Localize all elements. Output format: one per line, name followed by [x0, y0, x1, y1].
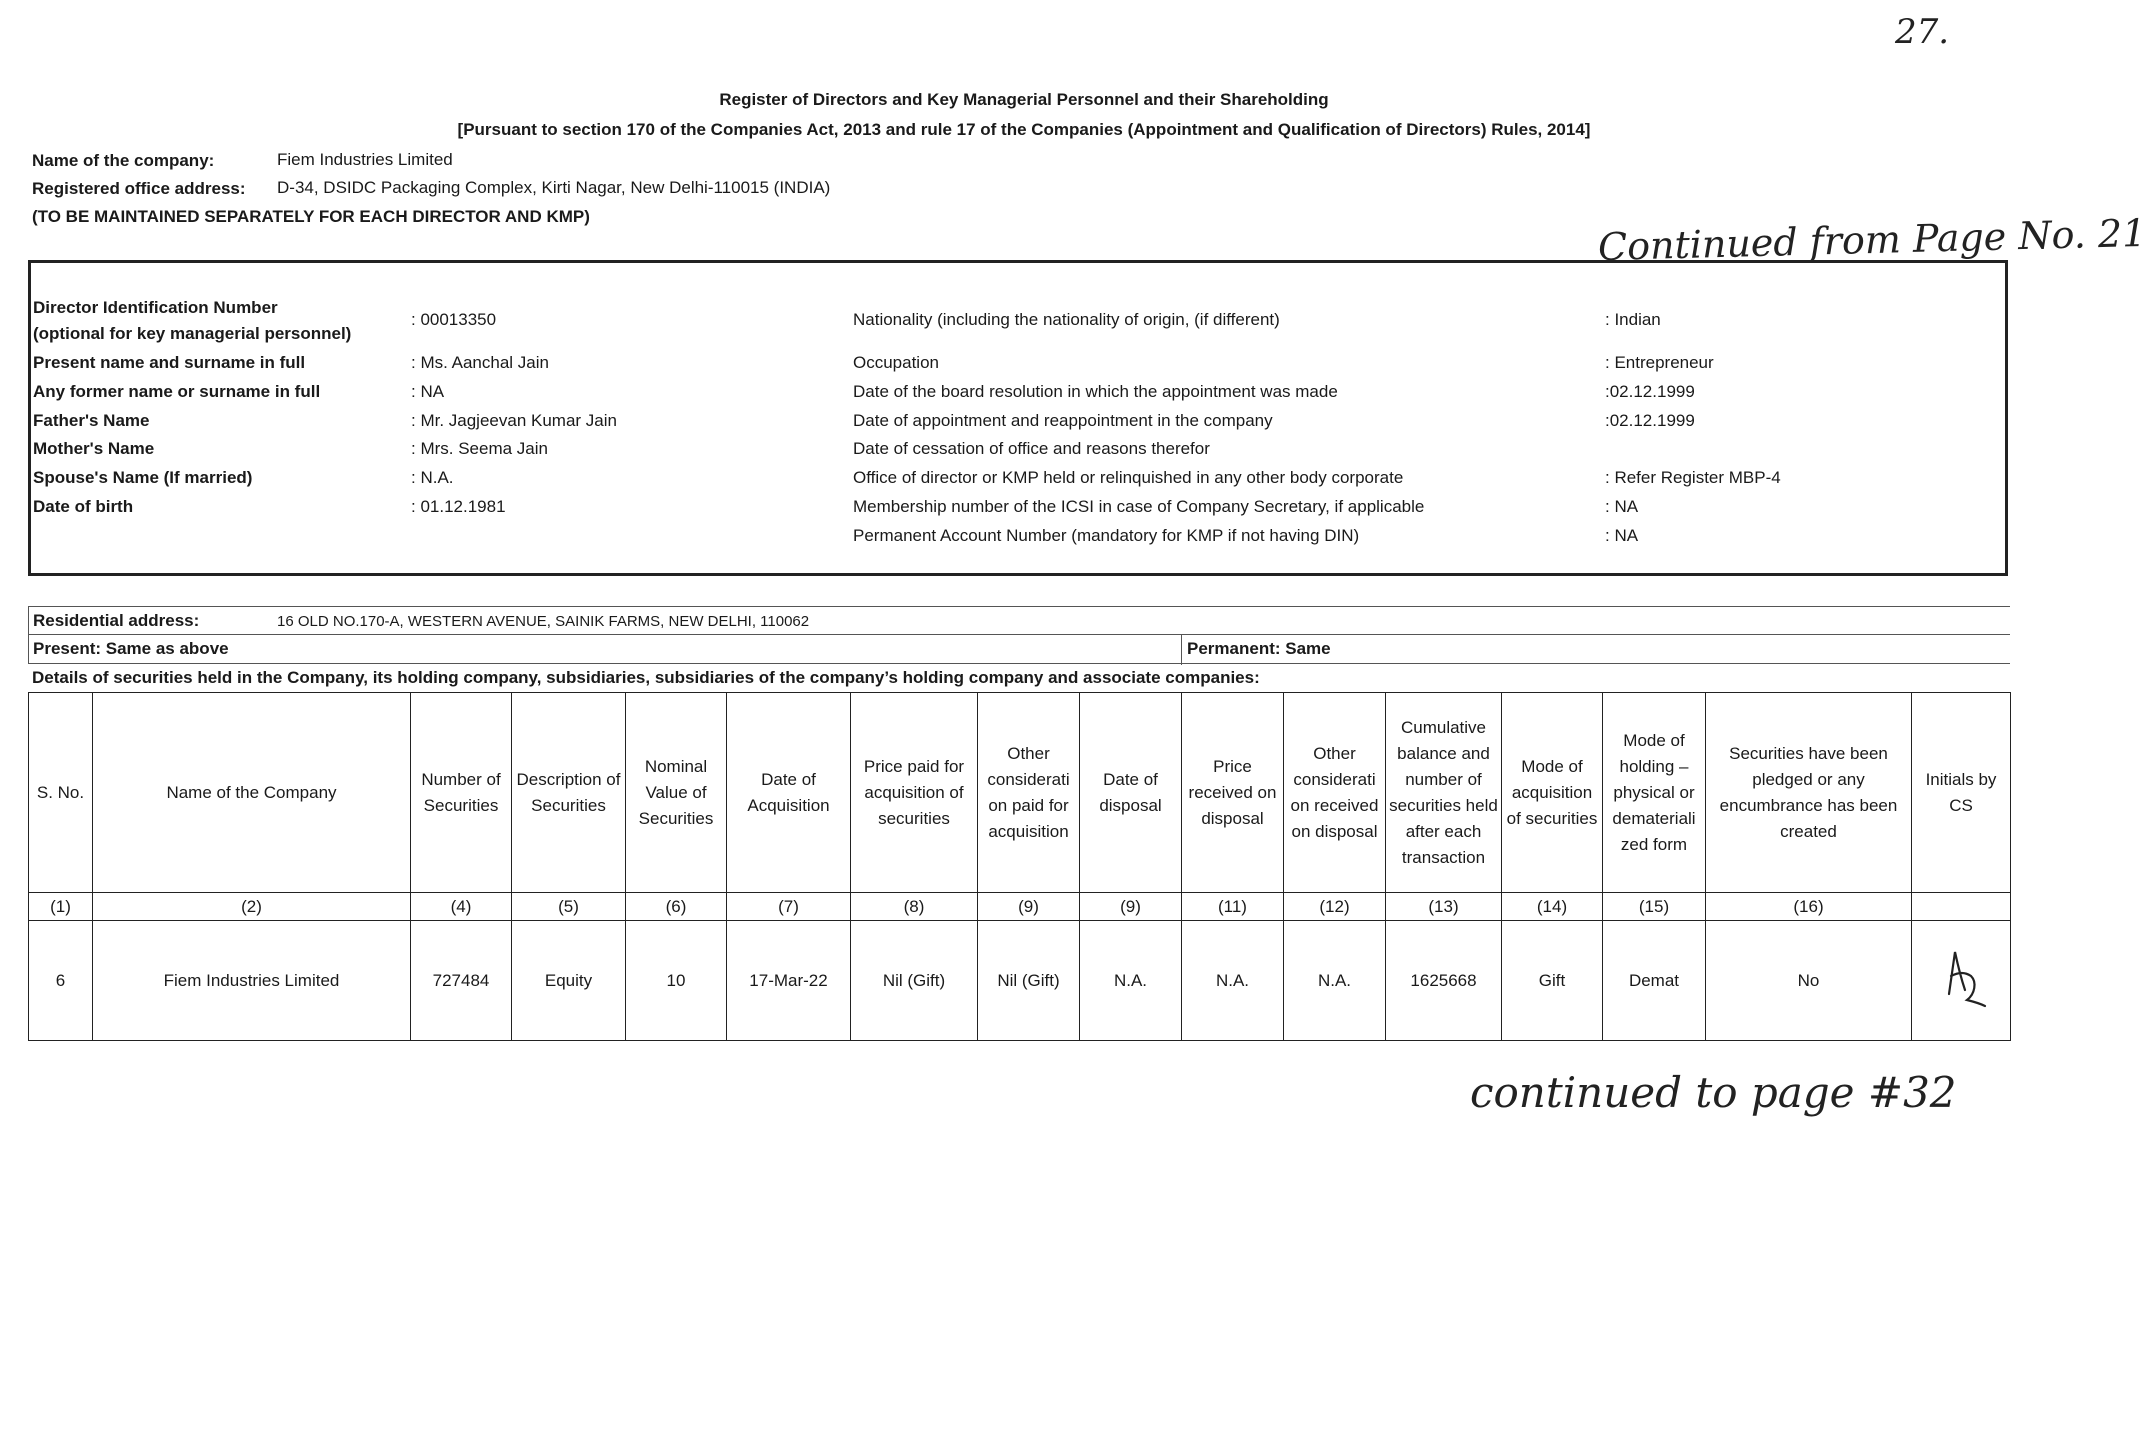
col-header: Number of Securities [411, 693, 512, 893]
occupation-label: Occupation [853, 353, 939, 372]
mother-name-label: Mother's Name [33, 439, 155, 458]
icsi-value: : NA [1605, 497, 1639, 516]
permanent-address: Permanent: Same [1187, 639, 1331, 658]
cs-signature-icon [1931, 942, 1991, 1012]
col-number: (1) [29, 893, 93, 921]
continued-to-note: continued to page #32 [1470, 1068, 1957, 1117]
table-cell: 10 [626, 921, 727, 1041]
table-cell: 17-Mar-22 [727, 921, 851, 1041]
col-header: Other considerati on received on disposal [1284, 693, 1386, 893]
residential-value: 16 OLD NO.170-A, WESTERN AVENUE, SAINIK FARMS, NEW DELHI, 110062 [277, 613, 810, 630]
cs-initials-cell [1912, 921, 2011, 1041]
col-header: Initials by CS [1912, 693, 2011, 893]
col-header: S. No. [29, 693, 93, 893]
register-title: Register of Directors and Key Managerial Personnel and their Shareholding [719, 90, 1329, 109]
col-number: (16) [1706, 893, 1912, 921]
col-number: (8) [851, 893, 978, 921]
table-cell: Demat [1603, 921, 1706, 1041]
table-cell: N.A. [1284, 921, 1386, 1041]
col-number: (9) [1080, 893, 1182, 921]
page-number-mark: 27. [1895, 12, 1950, 52]
table-cell: Fiem Industries Limited [93, 921, 411, 1041]
present-name-value: : Ms. Aanchal Jain [411, 353, 549, 372]
col-number: (4) [411, 893, 512, 921]
pan-value: : NA [1605, 526, 1639, 545]
table-cell: Nil (Gift) [851, 921, 978, 1041]
col-number [1912, 893, 2011, 921]
director-details-box [28, 260, 2008, 576]
other-office-label: Office of director or KMP held or relinquished in any other body corporate [853, 468, 1404, 487]
spouse-name-label: Spouse's Name (If married) [33, 468, 253, 487]
table-cell: 6 [29, 921, 93, 1041]
col-number: (7) [727, 893, 851, 921]
col-header: Securities have been pledged or any encumbrance has been created [1706, 693, 1912, 893]
securities-table [28, 692, 2011, 1041]
securities-caption: Details of securities held in the Company, its holding company, subsidiaries, subsidiaries of the company’s holding company and associate companies: [32, 668, 1260, 687]
dob-value: : 01.12.1981 [411, 497, 506, 516]
nationality-value: : Indian [1605, 310, 1661, 329]
table-row [29, 921, 2011, 1041]
company-name-value: Fiem Industries Limited [277, 150, 453, 169]
col-header: Price paid for acquisition of securities [851, 693, 978, 893]
maintenance-note: (TO BE MAINTAINED SEPARATELY FOR EACH DIRECTOR AND KMP) [32, 207, 590, 226]
pan-label: Permanent Account Number (mandatory for KMP if not having DIN) [853, 526, 1360, 545]
present-address: Present: Same as above [33, 639, 229, 658]
former-name-value: : NA [411, 382, 445, 401]
col-header: Mode of holding – physical or demateriali zed form [1603, 693, 1706, 893]
col-number: (13) [1386, 893, 1502, 921]
col-header: Name of the Company [93, 693, 411, 893]
board-resolution-label: Date of the board resolution in which the appointment was made [853, 382, 1338, 401]
table-cell: 1625668 [1386, 921, 1502, 1041]
table-cell: 727484 [411, 921, 512, 1041]
cessation-label: Date of cessation of office and reasons therefor [853, 439, 1210, 458]
office-address-label: Registered office address: [32, 179, 246, 198]
col-number: (15) [1603, 893, 1706, 921]
col-header: Date of disposal [1080, 693, 1182, 893]
continued-from-note: Continued from Page No. 21 [1597, 210, 2147, 270]
dob-label: Date of birth [33, 497, 134, 516]
column-number-row [29, 893, 2011, 921]
col-header: Price received on disposal [1182, 693, 1284, 893]
col-header: Cumulative balance and number of securities held after each transaction [1386, 693, 1502, 893]
occupation-value: : Entrepreneur [1605, 353, 1714, 372]
nationality-label: Nationality (including the nationality of origin, (if different) [853, 310, 1280, 329]
table-cell: N.A. [1080, 921, 1182, 1041]
col-number: (5) [512, 893, 626, 921]
company-name-label: Name of the company: [32, 151, 215, 170]
col-header: Date of Acquisition [727, 693, 851, 893]
other-office-value: : Refer Register MBP-4 [1605, 468, 1781, 487]
col-number: (6) [626, 893, 727, 921]
permanent-divider [1181, 634, 1182, 665]
din-value: : 00013350 [411, 310, 497, 329]
col-number: (12) [1284, 893, 1386, 921]
col-header: Nominal Value of Securities [626, 693, 727, 893]
col-number: (9) [978, 893, 1080, 921]
table-cell: Equity [512, 921, 626, 1041]
table-cell: Nil (Gift) [978, 921, 1080, 1041]
office-address-value: D-34, DSIDC Packaging Complex, Kirti Nagar, New Delhi-110015 (INDIA) [277, 178, 831, 197]
father-name-label: Father's Name [33, 411, 150, 430]
din-label: Director Identification Number (optional for key managerial personnel) [33, 298, 352, 343]
residential-label: Residential address: [33, 611, 200, 630]
table-cell: No [1706, 921, 1912, 1041]
table-header-row [29, 693, 2011, 893]
table-cell: Gift [1502, 921, 1603, 1041]
former-name-label: Any former name or surname in full [33, 382, 321, 401]
spouse-name-value: : N.A. [411, 468, 454, 487]
residential-address-box [28, 606, 2010, 664]
father-name-value: : Mr. Jagjeevan Kumar Jain [411, 411, 617, 430]
appointment-date-value: :02.12.1999 [1605, 411, 1695, 430]
board-resolution-value: :02.12.1999 [1605, 382, 1695, 401]
mother-name-value: : Mrs. Seema Jain [411, 439, 548, 458]
table-cell: N.A. [1182, 921, 1284, 1041]
residential-divider [29, 634, 2010, 635]
col-header: Other considerati on paid for acquisition [978, 693, 1080, 893]
col-number: (11) [1182, 893, 1284, 921]
present-name-label: Present name and surname in full [33, 353, 306, 372]
col-header: Mode of acquisition of securities [1502, 693, 1603, 893]
appointment-date-label: Date of appointment and reappointment in the company [853, 411, 1273, 430]
col-number: (14) [1502, 893, 1603, 921]
register-subtitle: [Pursuant to section 170 of the Companies Act, 2013 and rule 17 of the Companies (Appointment and Qualification of Directors) Rules, 2014] [457, 120, 1591, 139]
col-number: (2) [93, 893, 411, 921]
col-header: Description of Securities [512, 693, 626, 893]
icsi-label: Membership number of the ICSI in case of Company Secretary, if applicable [853, 497, 1425, 516]
